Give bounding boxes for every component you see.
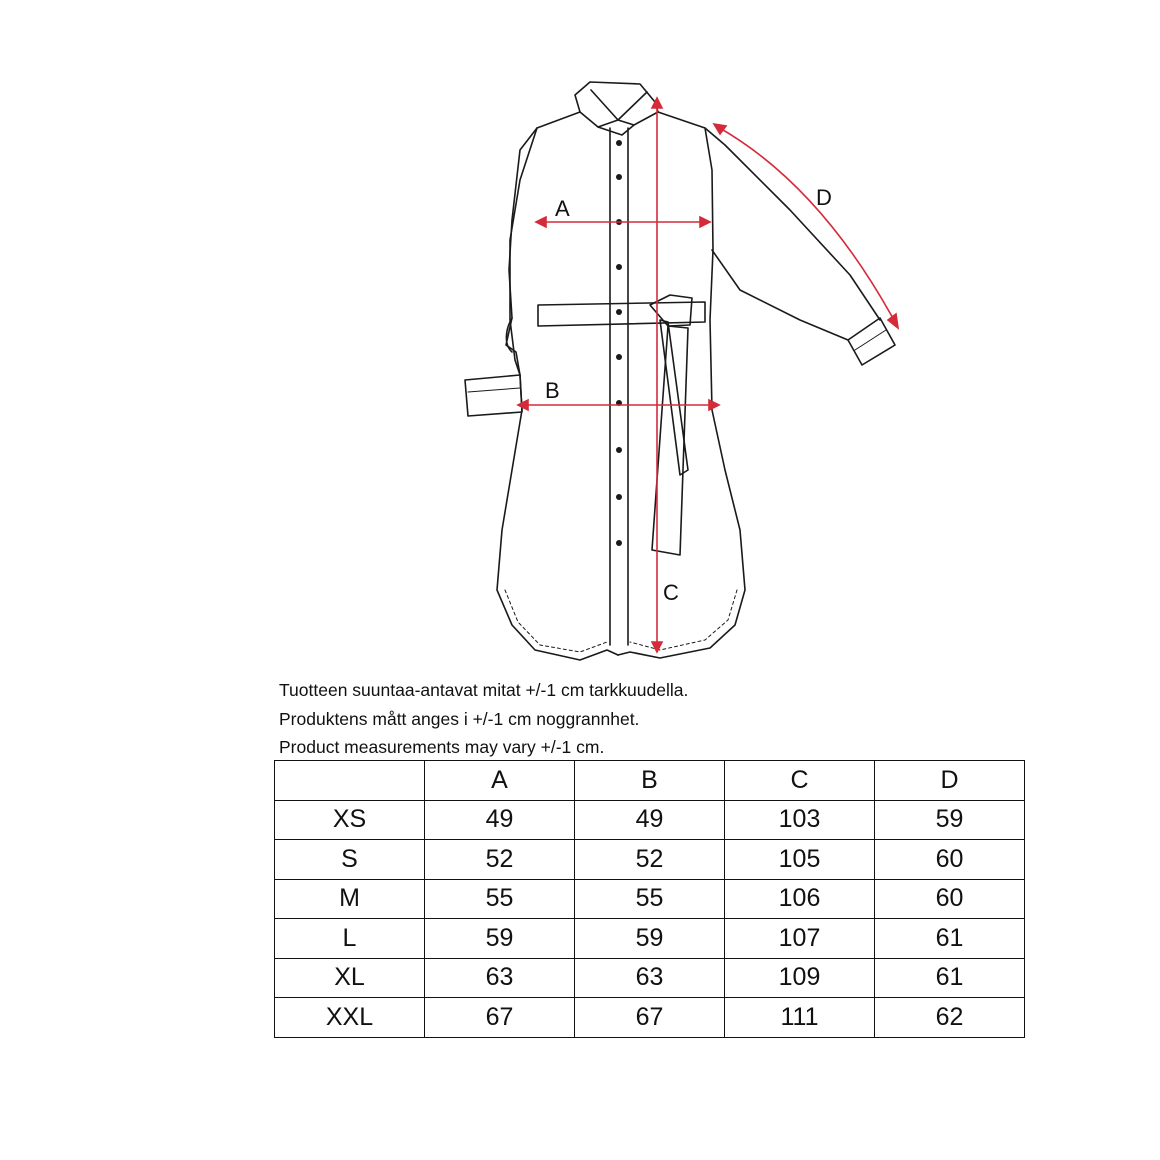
size-cell: M — [275, 879, 425, 919]
value-cell: 105 — [725, 840, 875, 880]
table-row — [275, 840, 1025, 880]
size-table — [274, 760, 1025, 1038]
value-cell: 62 — [875, 998, 1025, 1038]
value-cell: 63 — [425, 958, 575, 998]
value-cell: 59 — [425, 919, 575, 959]
table-row — [275, 879, 1025, 919]
value-cell: 49 — [425, 800, 575, 840]
value-cell: 109 — [725, 958, 875, 998]
value-cell: 107 — [725, 919, 875, 959]
value-cell: 52 — [575, 840, 725, 880]
value-cell: 59 — [875, 800, 1025, 840]
measurement-notes — [279, 676, 1039, 762]
value-cell: 106 — [725, 879, 875, 919]
value-cell: 61 — [875, 958, 1025, 998]
value-cell: 49 — [575, 800, 725, 840]
table-row — [275, 998, 1025, 1038]
value-cell: 60 — [875, 840, 1025, 880]
label-d: D — [816, 185, 832, 210]
belt-outline — [538, 302, 705, 326]
header-cell: A — [425, 761, 575, 801]
note-swedish: Produktens mått anges i +/-1 cm noggrannhet. — [279, 708, 640, 729]
collar-inner — [591, 90, 647, 120]
collar-outline — [575, 82, 658, 135]
label-a: A — [555, 196, 570, 221]
value-cell: 103 — [725, 800, 875, 840]
header-cell: C — [725, 761, 875, 801]
value-cell: 59 — [575, 919, 725, 959]
size-cell: XXL — [275, 998, 425, 1038]
size-cell: S — [275, 840, 425, 880]
value-cell: 52 — [425, 840, 575, 880]
body-right-outline — [618, 112, 745, 658]
placket-outline — [610, 128, 628, 645]
size-cell: L — [275, 919, 425, 959]
table-header-row — [275, 761, 1025, 801]
right-sleeve-outline — [705, 128, 880, 320]
table-row — [275, 958, 1025, 998]
header-cell: D — [875, 761, 1025, 801]
value-cell: 111 — [725, 998, 875, 1038]
right-cuff-outline — [848, 318, 895, 365]
size-cell: XS — [275, 800, 425, 840]
value-cell: 61 — [875, 919, 1025, 959]
note-finnish: Tuotteen suuntaa-antavat mitat +/-1 cm tarkkuudella. — [279, 680, 689, 700]
buttons — [616, 140, 622, 546]
left-sleeve-outline — [510, 128, 537, 375]
value-cell: 55 — [575, 879, 725, 919]
table-row — [275, 919, 1025, 959]
left-cuff-outline — [465, 375, 522, 416]
value-cell: 55 — [425, 879, 575, 919]
size-cell: XL — [275, 958, 425, 998]
header-cell: B — [575, 761, 725, 801]
label-b: B — [545, 378, 560, 403]
note-english: Product measurements may vary +/-1 cm. — [279, 737, 605, 757]
label-c: C — [663, 580, 679, 605]
value-cell: 60 — [875, 879, 1025, 919]
table-row — [275, 800, 1025, 840]
value-cell: 67 — [425, 998, 575, 1038]
header-cell — [275, 761, 425, 801]
value-cell: 63 — [575, 958, 725, 998]
value-cell: 67 — [575, 998, 725, 1038]
